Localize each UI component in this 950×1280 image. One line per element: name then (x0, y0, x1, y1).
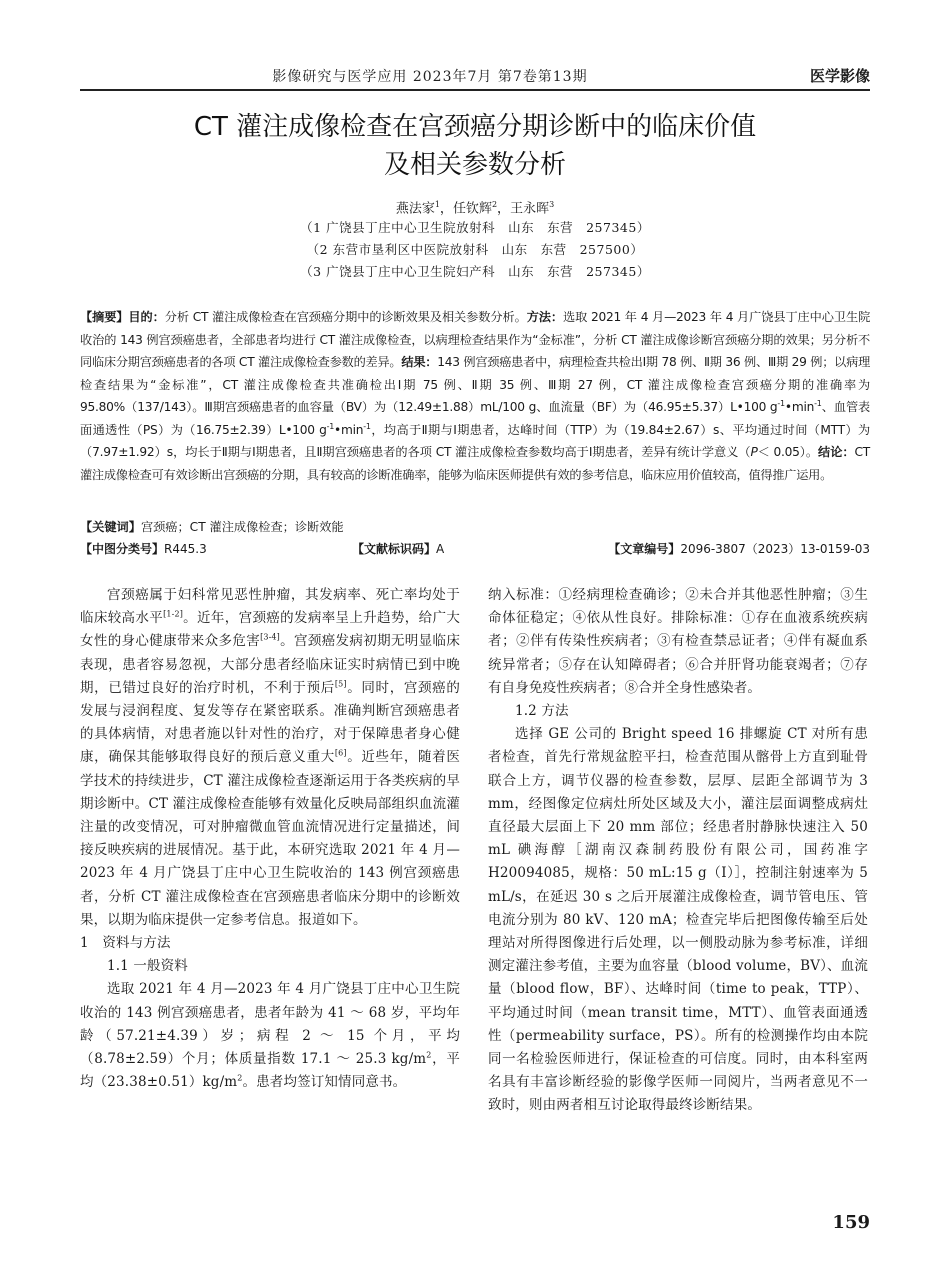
author-separator: ， (439, 201, 453, 217)
author-affil-mark: 3 (549, 200, 555, 209)
subsection-heading: 1.2 方法 (515, 703, 569, 720)
abstract-result: •min (784, 400, 815, 414)
abstract (80, 306, 870, 486)
keywords-text: 宫颈癌；CT 灌注成像检查；诊断效能 (140, 520, 344, 534)
art-value: 2096-3807（2023）13-0159-03 (680, 542, 870, 556)
page-number: 159 (832, 1212, 870, 1233)
p-value-symbol: P (750, 445, 758, 459)
citation: [6] (334, 748, 347, 758)
author-list (80, 195, 870, 219)
clc-label: 【中图分类号】 (80, 542, 165, 556)
doc-label: 【文献标识码】 (352, 542, 437, 556)
unit-exponent: -1 (326, 421, 335, 431)
abstract-result: •min (334, 422, 364, 437)
abstract-conclusion-label: 结论： (818, 445, 855, 459)
abstract-objective-label: 目的： (128, 310, 165, 324)
abstract-method: 选取 2021 年 4 月—2023 年 4 月广饶县丁庄中心卫生院收治的 143 例宫颈癌患者，全部患者均进行 CT 灌注成像检查，以病理检查结果作为“金标准”，分析 CT 灌注成像诊断宫颈癌分期的效果；另分析不同临床分期宫颈癌患者的各项 CT 灌注成像检查参数的差异。 (80, 310, 871, 369)
unit-exponent: -1 (814, 398, 822, 408)
body-text: 选取 2021 年 4 月—2023 年 4 月广饶县丁庄中心卫生院收治的 143 例宫颈癌患者，患者年龄为 41 ～ 68 岁，平均年龄（57.21±4.39）岁；病程 2 ～ 15 个月，平均（8.78±2.59）个月；体质量指数 17.1 ～ 25.3 kg/m (80, 981, 460, 1068)
affiliation: （2 东营市垦利区中医院放射科 山东 东营 257500） (306, 242, 644, 257)
abstract-conclusion: CT 灌注成像检查可有效诊断出宫颈癌的分期，具有较高的诊断准确率，能够为临床医师提供有效的参考信息，临床应用价值较高，值得推广运用。 (80, 445, 871, 482)
abstract-result: ＜ 0.05）。 (757, 445, 819, 459)
body-text: 。患者均签订知情同意书。 (242, 1074, 407, 1091)
body-text: 宫颈癌属于妇科常见恶性肿瘤，其发病率、死亡率均处于临床较高水平 (80, 587, 460, 627)
unit-exponent: -1 (777, 398, 785, 408)
unit-exponent: 2 (426, 1050, 432, 1060)
method-paragraph: 选择 GE 公司的 Bright speed 16 排螺旋 CT 对所有患者检查，首先行常规盆腔平扫，检查范围从髂骨上方直到耻骨联合上方，调节仪器的检查参数，层厚、层距全部调节为 3 mm，经图像定位病灶所处区域及大小，灌注层面调整成病灶直径最大层面上下 20 mm 部位；经患者肘静脉快速注入 50 mL 碘海醇［湖南汉森制药股份有限公司，国药准字 H20094085，规格：50 mL:15 g（I）］，控制注射速率为 5 mL/s，在延迟 30 s 之后开展灌注成像检查，调节管电压、管电流分别为 80 kV、120 mA；检查完毕后把图像传输至后处理站对所得图像进行后处理，以一侧股动脉为参考标准，详细测定灌注参考值，主要为血容量（blood volume，BV）、血流量（blood flow，BF）、达峰时间（time to peak，TTP）、平均通过时间（mean transit time，MTT）、血管表面通透性（permeability surface，PS）。所有的检测操作均由本院同一名检验医师进行，保证检查的可信度。同时，由本科室两名具有丰富诊断经验的影像学医师一同阅片，当两者意见不一致时，则由两者相互讨论取得最终诊断结果。 (488, 726, 868, 1114)
author-name: 任钦辉 (452, 201, 492, 217)
article-number (608, 540, 870, 557)
body-text: 。近些年，随着医学技术的持续进步，CT 灌注成像检查逐渐运用于各类疾病的早期诊断中。CT 灌注成像检查能够有效量化反映局部组织血流灌注量的改变情况，可对肿瘤微血管血流情况进行定量描述，间接反映疾病的进展情况。基于此，本研究选取 2021 年 4 月—2023 年 4 月广饶县丁庄中心卫生院收治的 143 例宫颈癌患者，分析 CT 灌注成像检查在宫颈癌患者临床分期中的诊断效果，以期为临床提供一定参考信息。报道如下。 (80, 749, 460, 928)
author-affil-mark: 1 (434, 200, 440, 209)
affiliation: （1 广饶县丁庄中心卫生院放射科 山东 东营 257345） (300, 220, 650, 235)
citation: [5] (334, 679, 347, 689)
abstract-objective: 分析 CT 灌注成像检查在宫颈癌分期中的诊断效果及相关参数分析。 (164, 310, 527, 324)
section-label: 医学影像 (809, 67, 870, 85)
abstract-result: 、血管表面通透性（PS）为（16.75±2.39）L•100 g (80, 400, 870, 437)
abstract-method-label: 方法： (526, 310, 563, 324)
abstract-result: ，均高于Ⅱ期与Ⅰ期患者，达峰时间（TTP）为（19.84±2.67）s、平均通过时间（MTT）为（7.97±1.92）s，均长于Ⅱ期与Ⅰ期患者，且Ⅱ期宫颈癌患者的各项 CT 灌注成像检查参数均高于Ⅰ期患者，差异有统计学意义（ (80, 422, 870, 459)
document-code (352, 540, 444, 557)
abstract-result-label: 结果： (401, 355, 438, 369)
doc-value: A (436, 542, 445, 556)
body-text: 。宫颈癌发病初期无明显临床表现，患者容易忽视，大部分患者经临床证实时病情已到中晚期，已错过良好的治疗时机，不利于预后 (80, 633, 460, 696)
citation: [3-4] (260, 632, 280, 642)
art-label: 【文章编号】 (608, 542, 681, 556)
keywords-label: 【关键词】 (80, 520, 141, 534)
body-text: 。同时，宫颈癌的发展与浸润程度、复发等存在紧密联系。准确判断宫颈癌患者的具体病情，对患者施以针对性的治疗，对于保障患者身心健康，确保其能够取得良好的预后意义重大 (80, 679, 460, 766)
clc-number (80, 540, 207, 557)
keywords (80, 516, 870, 538)
body-text: 。近年，宫颈癌的发病率呈上升趋势，给广大女性的身心健康带来众多危害 (80, 610, 460, 650)
abstract-result: 143 例宫颈癌患者中，病理检查共检出Ⅰ期 78 例、Ⅱ期 36 例、Ⅲ期 29 例；以病理检查结果为“金标准”，CT 灌注成像检查共准确检出Ⅰ期 75 例、Ⅱ期 35 例、Ⅲ期 27 例，CT 灌注成像检查宫颈癌分期的准确率为 95.80%（137/143）。Ⅲ期宫颈癌患者的血容量（BV）为（12.49±1.88）mL/100 g、血流量（BF）为（46.95±5.37）L•100 g (80, 355, 871, 414)
general-data-paragraph (80, 978, 460, 1094)
title-line-1: CT 灌注成像检查在宫颈癌分期诊断中的临床价值 (193, 112, 757, 142)
author-separator: ， (497, 201, 511, 217)
intro-paragraph (80, 584, 460, 932)
running-header (80, 66, 870, 88)
body-column-right (488, 584, 868, 1118)
affiliation: （3 广饶县丁庄中心卫生院妇产科 山东 东营 257345） (300, 264, 650, 279)
subsection-heading: 1.1 一般资料 (107, 958, 188, 975)
section-heading: 1 资料与方法 (80, 935, 171, 952)
clc-value: R445.3 (164, 542, 207, 556)
journal-info: 影像研究与医学应用 2023年7月 第7卷第13期 (272, 69, 588, 85)
body-text: ，平均（23.38±0.51）kg/m (80, 1051, 460, 1091)
author-name: 王永晖 (510, 201, 550, 217)
body-column-left (80, 584, 460, 1094)
abstract-label: 【摘要】 (80, 310, 129, 324)
paper-title (80, 108, 870, 184)
criteria-paragraph: 纳入标准：①经病理检查确诊；②未合并其他恶性肿瘤；③生命体征稳定；④依从性良好。排除标准：①存在血液系统疾病者；②伴有传染性疾病者；③有检查禁忌证者；④伴有凝血系统异常者；⑤存在认知障碍者；⑥合并肝肾功能衰竭者；⑦存有自身免疫性疾病者；⑧合并全身性感染者。 (488, 587, 868, 696)
author-affil-mark: 2 (491, 200, 498, 209)
unit-exponent: -1 (363, 421, 371, 431)
citation: [1-2] (163, 609, 183, 619)
unit-exponent: 2 (237, 1073, 243, 1083)
header-rule (80, 89, 870, 91)
title-line-2: 及相关参数分析 (383, 150, 566, 180)
author-name: 燕法家 (395, 201, 435, 217)
article-meta (80, 540, 870, 562)
